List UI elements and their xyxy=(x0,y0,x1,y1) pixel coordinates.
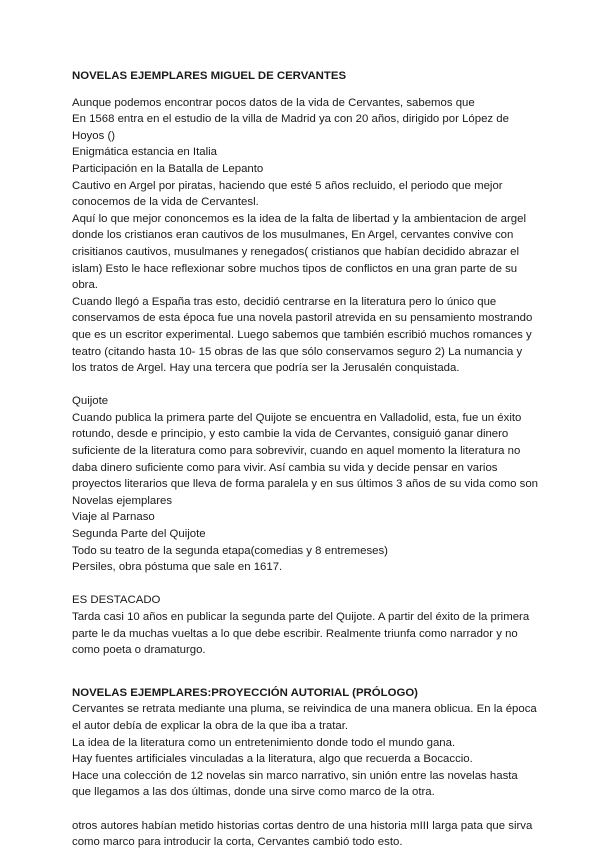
text-line: Hace una colección de 12 novelas sin marco narrativo, sin unión entre las novelas hasta xyxy=(72,769,518,782)
text-line: Aquí lo que mejor cononcemos es la idea de la falta de libertad y la ambientacion de argel xyxy=(72,212,527,225)
text-line: que es un escritor experimental. Luego sabemos que también escribió muchos romances y xyxy=(72,328,532,341)
text-line: Aunque podemos encontrar pocos datos de la vida de Cervantes, sabemos que xyxy=(72,96,475,109)
document-title: NOVELAS EJEMPLARES MIGUEL DE CERVANTES xyxy=(72,70,347,82)
text-line: los tratos de Argel. Hay una tercera que podría ser la Jerusalén conquistada. xyxy=(72,362,460,375)
text-line: Hay fuentes artificiales vinculadas a la literatura, algo que recuerda a Bocaccio. xyxy=(72,753,473,766)
section-biography xyxy=(72,95,540,377)
text-line: Cervantes se retrata mediante una pluma, se reivindica de una manera oblicua. En la época xyxy=(72,703,537,716)
text-line: conocemos de la vida de Cervantesl. xyxy=(72,196,259,209)
section-label: Quijote xyxy=(72,395,109,408)
text-line: Tarda casi 10 años en publicar la segunda parte del Quijote. A partir del éxito de la primera xyxy=(72,611,530,623)
section-prologo xyxy=(72,701,540,801)
text-line: parte le da muchas vueltas a lo que debe escribir. Realmente triunfa como narrador y no xyxy=(72,627,518,640)
section-otros-autores xyxy=(72,818,540,851)
text-line: el autor debía de explicar la obra de la que iba a tratar. xyxy=(72,719,349,732)
text-line: rotundo, desde e principio, y esto cambie la vida de Cervantes, consiguió ganar dinero xyxy=(72,428,509,441)
section-label: ES DESTACADO xyxy=(72,594,161,607)
section-destacado xyxy=(72,592,540,658)
text-line: donde los cristianos eran cautivos de los musulmanes, En Argel, cervantes convive con xyxy=(72,229,514,242)
text-line: daba dinero suficiente como para vivir. Así cambia su vida y decide pensar en varios xyxy=(72,461,498,474)
text-line: La idea de la literatura como un entretenimiento donde todo el mundo gana. xyxy=(72,736,456,749)
paragraph-gap xyxy=(72,801,540,818)
text-line: obra. xyxy=(72,279,98,292)
text-line: teatro (citando hasta 10- 15 obras de las que sólo conservamos seguro 2) La numancia y xyxy=(72,345,523,358)
text-line: En 1568 entra en el estudio de la villa de Madrid ya con 20 años, dirigido por López de xyxy=(72,113,509,126)
text-line: Enigmática estancia en Italia xyxy=(72,146,217,159)
text-line: crisitianos cautivos, musulmanes y renegados( cristianos que habían decidido abrazar el xyxy=(72,245,520,258)
text-line: Persiles, obra póstuma que sale en 1617. xyxy=(72,561,283,574)
text-line: Novelas ejemplares xyxy=(72,494,173,507)
text-line: Participación en la Batalla de Lepanto xyxy=(72,162,264,175)
text-line: otros autores habían metido historias cortas dentro de una historia mIII larga pata que sirva xyxy=(72,819,533,832)
text-line: que llegamos a las dos últimas, donde una sirve como marco de la otra. xyxy=(72,786,435,799)
text-line: Cuando publica la primera parte del Quijote se encuentra en Valladolid, esta, fue un éxito xyxy=(72,411,522,424)
section-heading-prologo: NOVELAS EJEMPLARES:PROYECCIÓN AUTORIAL (PRÓLOGO) xyxy=(72,686,418,699)
paragraph-gap xyxy=(72,377,540,394)
text-line: proyectos literarios que lleva de forma paralela y en sus últimos 3 años de su vida como son xyxy=(72,478,538,491)
text-line: suficiente de la literatura como para sobrevivir, cuando en aquel momento la literatura no xyxy=(72,445,521,458)
text-line: como marco para introducir la corta, Cervantes cambió todo esto. xyxy=(72,836,403,849)
text-line: como poeta o dramaturgo. xyxy=(72,644,206,657)
text-line: conservamos de esta época fue una novela pastoril atrevida en su pensamiento mostrando xyxy=(72,312,533,325)
section-quijote xyxy=(72,393,540,576)
text-line: islam) Esto le hace reflexionar sobre muchos tipos de conflictos en una gran parte de su xyxy=(72,262,518,275)
text-line: Segunda Parte del Quijote xyxy=(72,528,206,541)
text-line: Cautivo en Argel por piratas, haciendo que esté 5 años recluido, el periodo que mejor xyxy=(72,179,503,192)
paragraph-gap xyxy=(72,576,540,593)
text-line: Hoyos () xyxy=(72,129,116,142)
text-line: Todo su teatro de la segunda etapa(comedias y 8 entremeses) xyxy=(72,544,388,557)
text-line: Viaje al Parnaso xyxy=(72,511,155,524)
text-line: Cuando llegó a España tras esto, decidió centrarse en la literatura pero lo único que xyxy=(72,295,497,308)
